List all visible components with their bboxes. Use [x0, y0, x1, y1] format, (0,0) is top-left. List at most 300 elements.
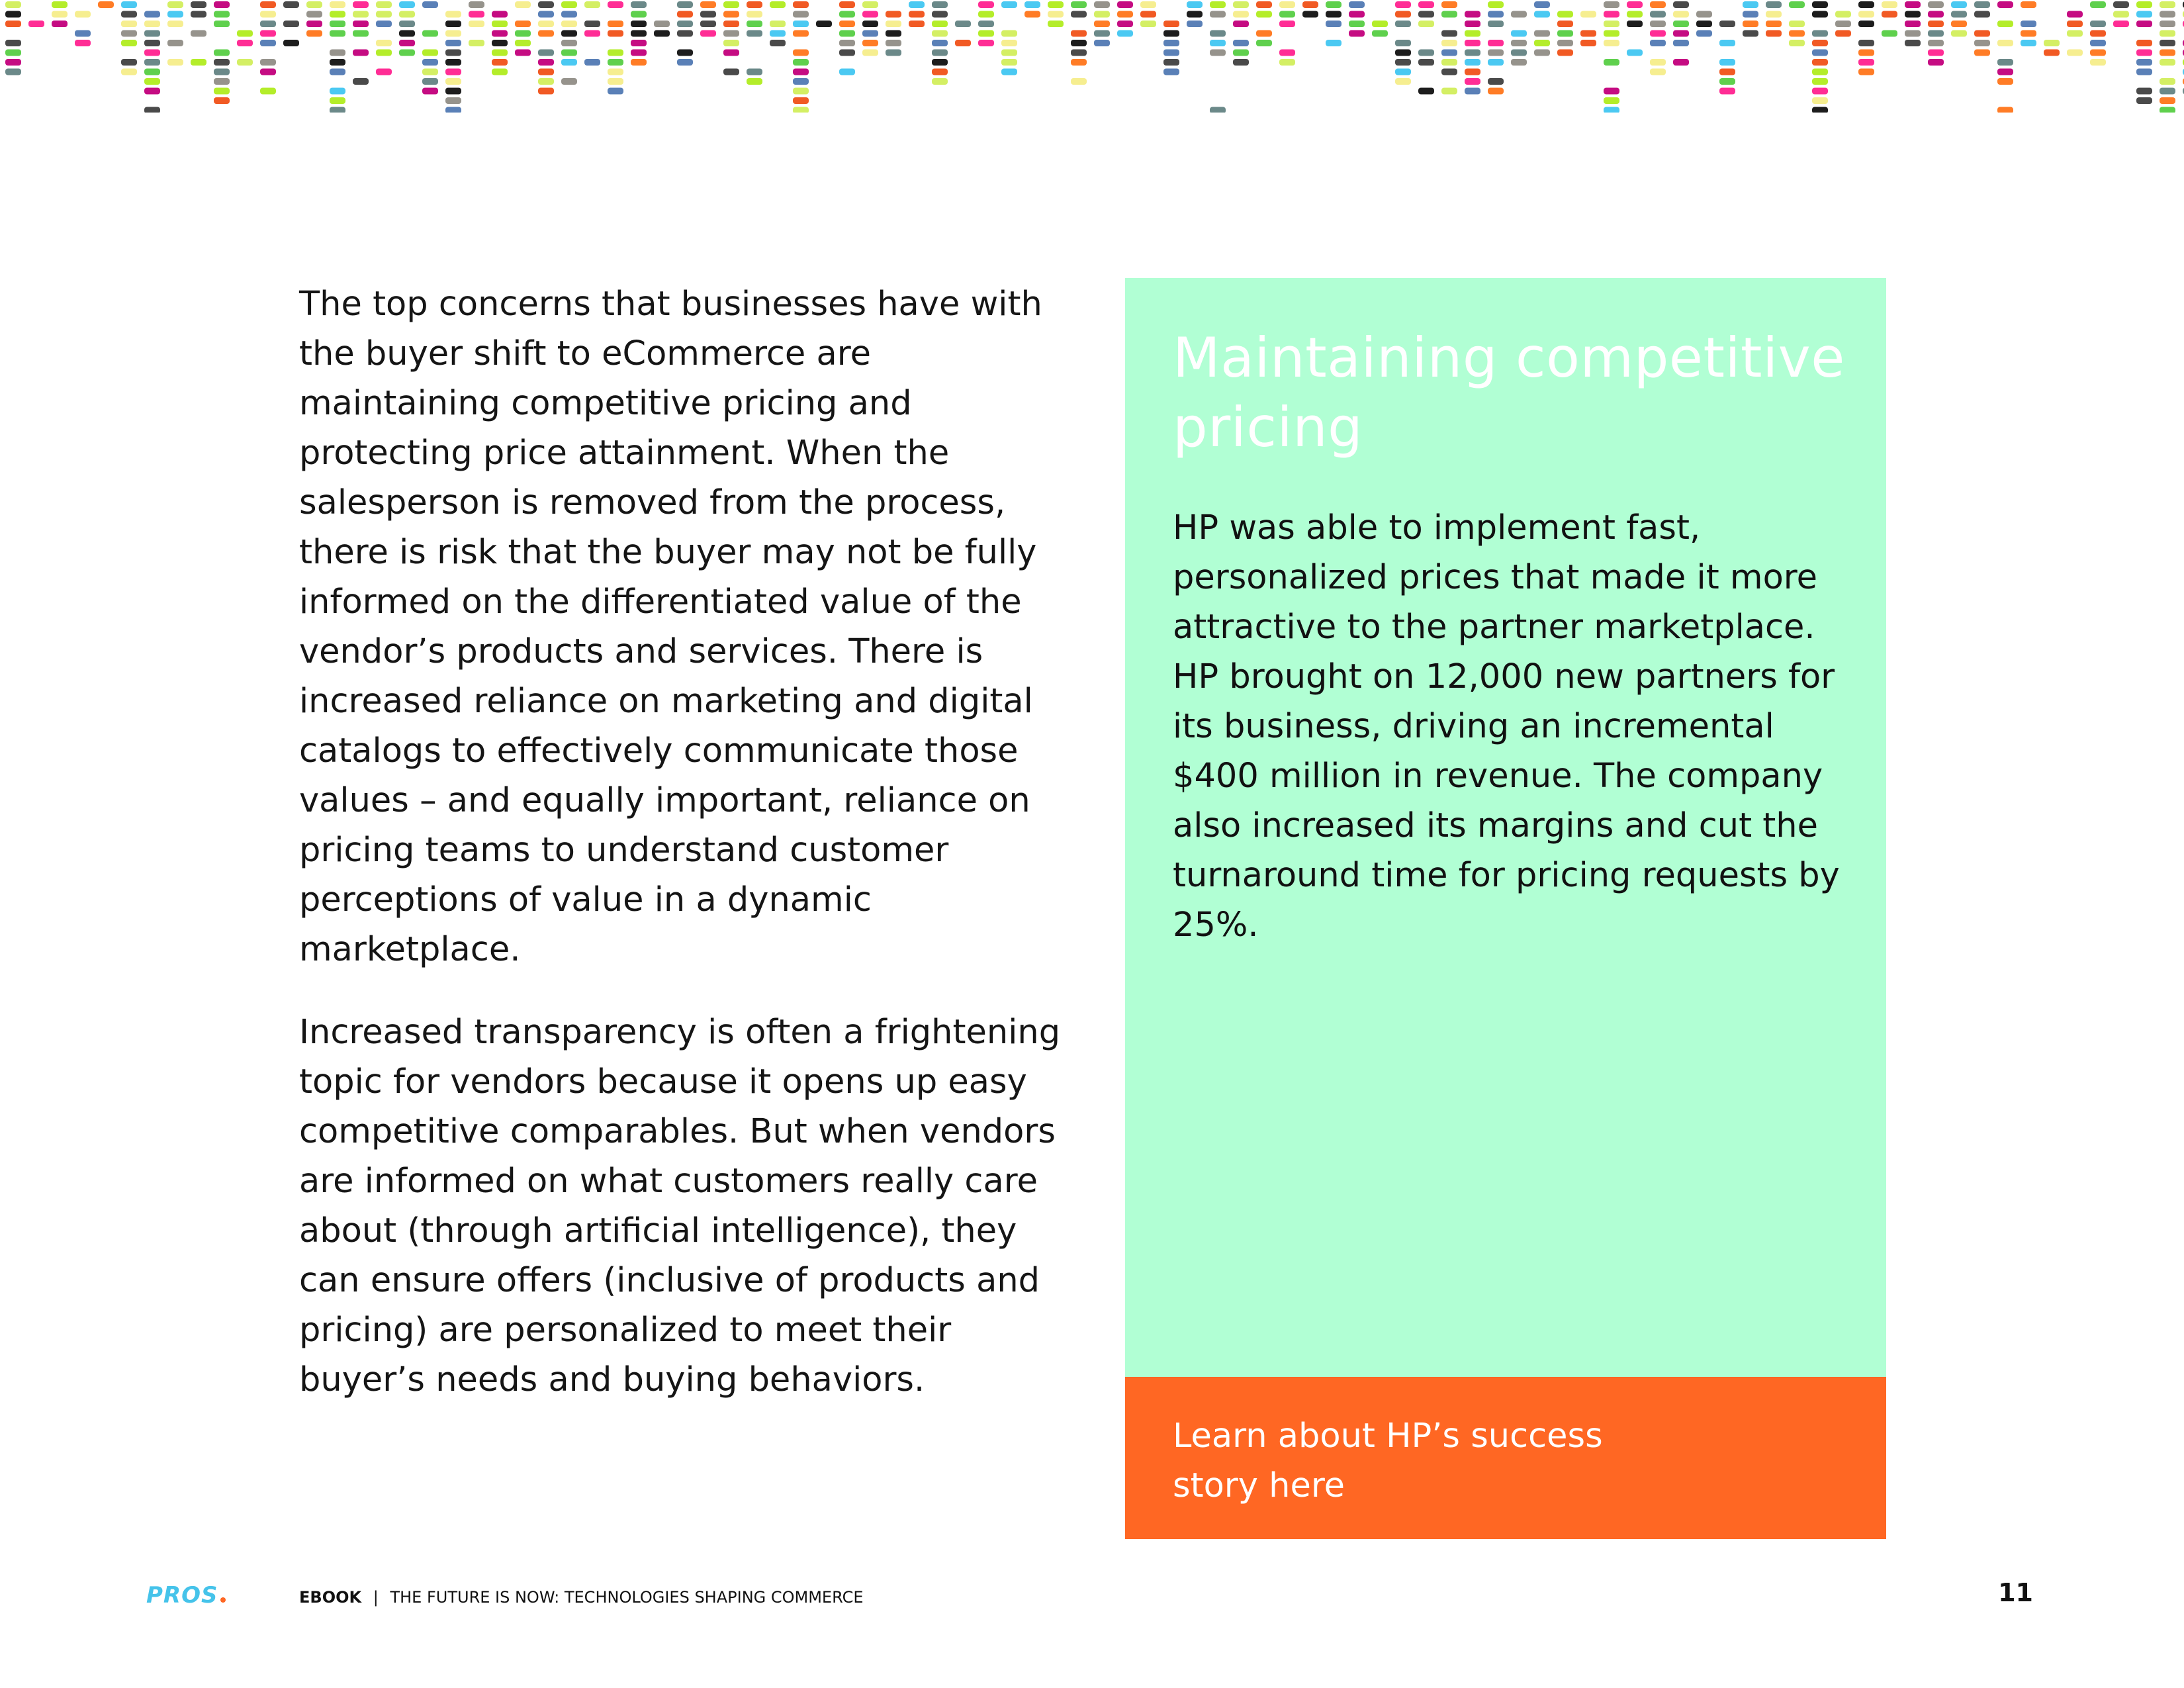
pattern-dash: [1163, 40, 1179, 46]
pattern-dash: [1210, 107, 1226, 113]
pattern-dash: [1951, 11, 1967, 18]
pattern-dash: [1395, 50, 1411, 56]
pattern-dash: [1001, 30, 1017, 37]
pattern-dash: [283, 40, 299, 46]
pattern-dash: [1882, 11, 1897, 18]
pattern-dash: [955, 40, 971, 46]
pattern-dash: [469, 21, 484, 27]
pattern-dash: [2160, 11, 2175, 18]
pattern-dash: [237, 59, 253, 66]
pattern-dash: [1441, 88, 1457, 95]
pattern-dash: [608, 50, 623, 56]
pattern-dash: [862, 30, 878, 37]
pattern-dash: [770, 1, 786, 8]
pattern-dash: [1719, 59, 1735, 66]
pattern-dash: [1997, 107, 2013, 113]
pattern-dash: [1673, 40, 1689, 46]
pattern-dash: [1673, 21, 1689, 27]
pattern-dash: [260, 30, 276, 37]
pattern-dash: [932, 78, 948, 85]
pattern-dash: [237, 30, 253, 37]
pattern-dash: [793, 97, 809, 104]
pattern-dash: [1349, 11, 1365, 18]
pattern-dash: [2136, 1, 2152, 8]
pattern-dash: [978, 21, 994, 27]
pattern-dash: [770, 21, 786, 27]
pattern-dash: [121, 40, 137, 46]
pros-logo: [146, 1582, 226, 1609]
pattern-dash: [1302, 11, 1318, 18]
pattern-dash: [932, 59, 948, 66]
pattern-dash: [1673, 30, 1689, 37]
pattern-dash: [1997, 1, 2013, 8]
pattern-dash: [978, 11, 994, 18]
pattern-dash: [2021, 30, 2036, 37]
pattern-dash: [886, 40, 901, 46]
pattern-dash: [2021, 21, 2036, 27]
pattern-dash: [839, 11, 855, 18]
pattern-dash: [1580, 40, 1596, 46]
pattern-dash: [353, 30, 369, 37]
pattern-dash: [1951, 21, 1967, 27]
pattern-dash: [2090, 50, 2106, 56]
pattern-dash: [353, 21, 369, 27]
pattern-dash: [399, 40, 415, 46]
pattern-dash: [631, 50, 647, 56]
pattern-dash: [2113, 11, 2129, 18]
pattern-dash: [677, 59, 693, 66]
pattern-dash: [1326, 21, 1342, 27]
pattern-dash: [1696, 11, 1712, 18]
pattern-dash: [144, 78, 160, 85]
pattern-dash: [584, 21, 600, 27]
pattern-dash: [1048, 11, 1064, 18]
pattern-dash: [353, 1, 369, 8]
pattern-dash: [793, 11, 809, 18]
pattern-dash: [1001, 40, 1017, 46]
pattern-dash: [538, 69, 554, 75]
pattern-dash: [1743, 1, 1758, 8]
pattern-dash: [75, 40, 91, 46]
pattern-dash: [1627, 21, 1643, 27]
pattern-dash: [1349, 1, 1365, 8]
pattern-dash: [1071, 59, 1087, 66]
pattern-dash: [144, 40, 160, 46]
pattern-dash: [492, 59, 508, 66]
pattern-dash: [770, 30, 786, 37]
pattern-dash: [376, 1, 392, 8]
pattern-dash: [1650, 21, 1666, 27]
pattern-dash: [2160, 97, 2175, 104]
pattern-dash: [1395, 69, 1411, 75]
pattern-dash: [1511, 40, 1527, 46]
pattern-dash: [1580, 11, 1596, 18]
pattern-dash: [1163, 69, 1179, 75]
pattern-dash: [1858, 69, 1874, 75]
pattern-dash: [1210, 1, 1226, 8]
pattern-dash: [330, 11, 345, 18]
pattern-dash: [5, 1, 21, 8]
pattern-dash: [1858, 21, 1874, 27]
pattern-dash: [1441, 59, 1457, 66]
pattern-dash: [399, 50, 415, 56]
pattern-dash: [1418, 59, 1434, 66]
pattern-dash: [1534, 30, 1550, 37]
pattern-dash: [1418, 21, 1434, 27]
pattern-dash: [1279, 59, 1295, 66]
pattern-dash: [886, 30, 901, 37]
pattern-dash: [469, 1, 484, 8]
pattern-dash: [631, 21, 647, 27]
pattern-dash: [1835, 21, 1851, 27]
pattern-dash: [1511, 50, 1527, 56]
pattern-dash: [1627, 1, 1643, 8]
pattern-dash: [1789, 21, 1805, 27]
pattern-dash: [1766, 1, 1782, 8]
pattern-dash: [538, 78, 554, 85]
pattern-dash: [422, 78, 438, 85]
callout-content: [1173, 323, 1854, 950]
pattern-dash: [1418, 50, 1434, 56]
pattern-dash: [330, 69, 345, 75]
pattern-dash: [1488, 1, 1504, 8]
pattern-dash: [1719, 88, 1735, 95]
pattern-dash: [1696, 30, 1712, 37]
pattern-dash: [2067, 30, 2083, 37]
pattern-dash: [1650, 69, 1666, 75]
pattern-dash: [1812, 78, 1828, 85]
pattern-dash: [1418, 11, 1434, 18]
pattern-dash: [1650, 59, 1666, 66]
pattern-dash: [538, 30, 554, 37]
pattern-dash: [144, 59, 160, 66]
pattern-dash: [1604, 1, 1619, 8]
pattern-dash: [1974, 40, 1990, 46]
pattern-dash: [1604, 21, 1619, 27]
pattern-dash: [538, 88, 554, 95]
pattern-dash: [677, 50, 693, 56]
pattern-dash: [839, 30, 855, 37]
pattern-dash: [1256, 30, 1272, 37]
pattern-dash: [1349, 30, 1365, 37]
pattern-dash: [723, 1, 739, 8]
pattern-dash: [1974, 1, 1990, 8]
page-number: 11: [1998, 1578, 2033, 1607]
pattern-dash: [1835, 30, 1851, 37]
pattern-dash: [608, 30, 623, 37]
pattern-dash: [1279, 50, 1295, 56]
pattern-dash: [2021, 1, 2036, 8]
pattern-dash: [561, 30, 577, 37]
pattern-dash: [399, 1, 415, 8]
pattern-dash: [1604, 11, 1619, 18]
pattern-dash: [1557, 30, 1573, 37]
pattern-dash: [1928, 30, 1944, 37]
pattern-dash: [1534, 1, 1550, 8]
pattern-dash: [538, 21, 554, 27]
pattern-dash: [422, 59, 438, 66]
pattern-dash: [932, 69, 948, 75]
pattern-dash: [492, 40, 508, 46]
pattern-dash: [654, 21, 670, 27]
pattern-dash: [1812, 40, 1828, 46]
pattern-dash: [422, 88, 438, 95]
pattern-dash: [1187, 21, 1203, 27]
pattern-dash: [793, 21, 809, 27]
pattern-dash: [1071, 50, 1087, 56]
pattern-dash: [1441, 40, 1457, 46]
pattern-dash: [1719, 69, 1735, 75]
pattern-dash: [1488, 59, 1504, 66]
pattern-dash: [1673, 1, 1689, 8]
pattern-dash: [330, 107, 345, 113]
pattern-dash: [191, 11, 206, 18]
pattern-dash: [978, 40, 994, 46]
pattern-dash: [584, 1, 600, 8]
pattern-dash: [793, 1, 809, 8]
pattern-dash: [1604, 97, 1619, 104]
hp-success-story-link[interactable]: [1125, 1377, 1886, 1539]
pattern-dash: [747, 30, 762, 37]
pattern-dash: [445, 40, 461, 46]
pattern-dash: [445, 88, 461, 95]
pattern-dash: [1465, 78, 1480, 85]
pattern-dash: [1071, 1, 1087, 8]
pattern-dash: [747, 69, 762, 75]
pattern-dash: [2090, 59, 2106, 66]
pattern-dash: [932, 50, 948, 56]
pattern-dash: [1210, 11, 1226, 18]
pattern-dash: [214, 11, 230, 18]
pattern-dash: [1604, 30, 1619, 37]
pattern-dash: [1140, 11, 1156, 18]
pattern-dash: [2136, 21, 2152, 27]
pattern-dash: [1210, 50, 1226, 56]
pattern-dash: [932, 40, 948, 46]
pattern-dash: [1441, 1, 1457, 8]
pattern-dash: [561, 40, 577, 46]
pattern-dash: [793, 69, 809, 75]
pattern-dash: [2136, 69, 2152, 75]
pattern-dash: [1673, 59, 1689, 66]
pattern-dash: [793, 88, 809, 95]
pattern-dash: [353, 78, 369, 85]
pattern-dash: [214, 88, 230, 95]
pattern-dash: [1997, 78, 2013, 85]
pattern-dash: [955, 21, 971, 27]
pattern-dash: [1349, 21, 1365, 27]
pattern-dash: [700, 11, 716, 18]
pattern-dash: [862, 50, 878, 56]
pattern-dash: [445, 50, 461, 56]
pattern-dash: [330, 21, 345, 27]
pattern-dash: [445, 21, 461, 27]
pattern-dash: [584, 30, 600, 37]
pattern-dash: [1071, 78, 1087, 85]
pattern-dash: [1094, 11, 1110, 18]
pattern-dash: [1441, 11, 1457, 18]
pattern-dash: [515, 21, 531, 27]
pattern-dash: [1812, 50, 1828, 56]
pattern-dash: [1812, 88, 1828, 95]
pattern-dash: [445, 78, 461, 85]
pattern-dash: [2044, 50, 2060, 56]
pattern-dash: [191, 1, 206, 8]
pattern-dash: [677, 21, 693, 27]
pattern-dash: [75, 30, 91, 37]
pattern-dash: [330, 88, 345, 95]
pattern-dash: [584, 59, 600, 66]
pattern-dash: [1256, 11, 1272, 18]
pattern-dash: [631, 40, 647, 46]
pattern-dash: [538, 59, 554, 66]
pattern-dash: [1465, 69, 1480, 75]
pattern-dash: [608, 78, 623, 85]
pattern-dash: [2160, 50, 2175, 56]
pattern-dash: [1071, 30, 1087, 37]
pattern-dash: [677, 1, 693, 8]
pattern-dash: [260, 69, 276, 75]
pattern-dash: [1465, 30, 1480, 37]
callout-heading: Maintaining competitive pricing: [1173, 326, 1845, 459]
pattern-dash: [1233, 40, 1249, 46]
pattern-dash: [1117, 21, 1133, 27]
footer-title: THE FUTURE IS NOW: TECHNOLOGIES SHAPING COMMERCE: [390, 1588, 864, 1607]
pattern-dash: [1372, 21, 1388, 27]
pattern-dash: [2136, 97, 2152, 104]
pattern-dash: [515, 50, 531, 56]
pattern-dash: [839, 40, 855, 46]
pattern-dash: [306, 30, 322, 37]
pattern-dash: [167, 40, 183, 46]
pattern-dash: [1719, 78, 1735, 85]
pattern-dash: [700, 21, 716, 27]
body-paragraph-2: Increased transparency is often a frightening topic for vendors because it opens up easy competitive comparables. But when vendors are informed on what customers really care about (through artificial intelligence), they can ensure offers (inclusive of products and pricing) are personalized to meet their buyer’s needs and buying behaviors.: [299, 1013, 1061, 1399]
pattern-dash: [1812, 97, 1828, 104]
pattern-dash: [839, 50, 855, 56]
pattern-dash: [1511, 30, 1527, 37]
pattern-dash: [886, 11, 901, 18]
pattern-dash: [1766, 21, 1782, 27]
pattern-dash: [5, 21, 21, 27]
pattern-dash: [1465, 50, 1480, 56]
pattern-dash: [1557, 40, 1573, 46]
pattern-dash: [1627, 50, 1643, 56]
pattern-dash: [1534, 50, 1550, 56]
pattern-dash: [422, 50, 438, 56]
pattern-dash: [399, 30, 415, 37]
pattern-dash: [1858, 11, 1874, 18]
pattern-dash: [2136, 59, 2152, 66]
pattern-dash: [1117, 11, 1133, 18]
pattern-dash: [167, 11, 183, 18]
pattern-dash: [538, 1, 554, 8]
pattern-dash: [654, 30, 670, 37]
pattern-dash: [1812, 11, 1828, 18]
pattern-dash: [839, 1, 855, 8]
logo-dot-icon: [220, 1597, 226, 1603]
pattern-dash: [1743, 30, 1758, 37]
pattern-dash: [608, 69, 623, 75]
pattern-dash: [1557, 50, 1573, 56]
pattern-dash: [52, 1, 68, 8]
pattern-dash: [283, 21, 299, 27]
pattern-dash: [376, 69, 392, 75]
pattern-dash: [723, 21, 739, 27]
pattern-dash: [1974, 50, 1990, 56]
pattern-dash: [1302, 1, 1318, 8]
pattern-dash: [5, 69, 21, 75]
pattern-dash: [862, 21, 878, 27]
pattern-dash: [144, 30, 160, 37]
pattern-dash: [2090, 40, 2106, 46]
pattern-dash: [1395, 78, 1411, 85]
pattern-dash: [144, 88, 160, 95]
pattern-dash: [608, 1, 623, 8]
pattern-dash: [1418, 1, 1434, 8]
pattern-dash: [538, 11, 554, 18]
pattern-dash: [1163, 50, 1179, 56]
pattern-dash: [306, 21, 322, 27]
pattern-dash: [422, 69, 438, 75]
pattern-dash: [2113, 21, 2129, 27]
pattern-dash: [1627, 11, 1643, 18]
pattern-dash: [1441, 50, 1457, 56]
pattern-dash: [1905, 30, 1921, 37]
pattern-dash: [5, 59, 21, 66]
pattern-dash: [260, 11, 276, 18]
pattern-dash: [1650, 1, 1666, 8]
pattern-dash: [723, 11, 739, 18]
pattern-dash: [1766, 11, 1782, 18]
pattern-dash: [121, 11, 137, 18]
pattern-dash: [1256, 1, 1272, 8]
pattern-dash: [1882, 1, 1897, 8]
pattern-dash: [631, 11, 647, 18]
pattern-dash: [932, 1, 948, 8]
pattern-dash: [1488, 88, 1504, 95]
pattern-dash: [330, 59, 345, 66]
pattern-dash: [1951, 30, 1967, 37]
pattern-dash: [862, 1, 878, 8]
pattern-dash: [608, 88, 623, 95]
pattern-dash: [1094, 30, 1110, 37]
pattern-dash: [399, 11, 415, 18]
pattern-dash: [144, 107, 160, 113]
pattern-dash: [1858, 40, 1874, 46]
pattern-dash: [469, 11, 484, 18]
pattern-dash: [862, 40, 878, 46]
pattern-dash: [561, 1, 577, 8]
pattern-dash: [2044, 40, 2060, 46]
pattern-dash: [1928, 1, 1944, 8]
pattern-dash: [2160, 78, 2175, 85]
pattern-dash: [561, 50, 577, 56]
pattern-dash: [1928, 11, 1944, 18]
pattern-dash: [1140, 1, 1156, 8]
pattern-dash: [1163, 21, 1179, 27]
pattern-dash: [1812, 69, 1828, 75]
pattern-dash: [1441, 30, 1457, 37]
pattern-dash: [214, 1, 230, 8]
pattern-dash: [1395, 11, 1411, 18]
pattern-dash: [909, 11, 925, 18]
pattern-dash: [1928, 59, 1944, 66]
pros-logo-wordmark: PROS: [146, 1582, 218, 1609]
hp-case-study-card: [1125, 278, 1886, 1539]
pattern-dash: [260, 1, 276, 8]
pattern-dash: [1372, 30, 1388, 37]
